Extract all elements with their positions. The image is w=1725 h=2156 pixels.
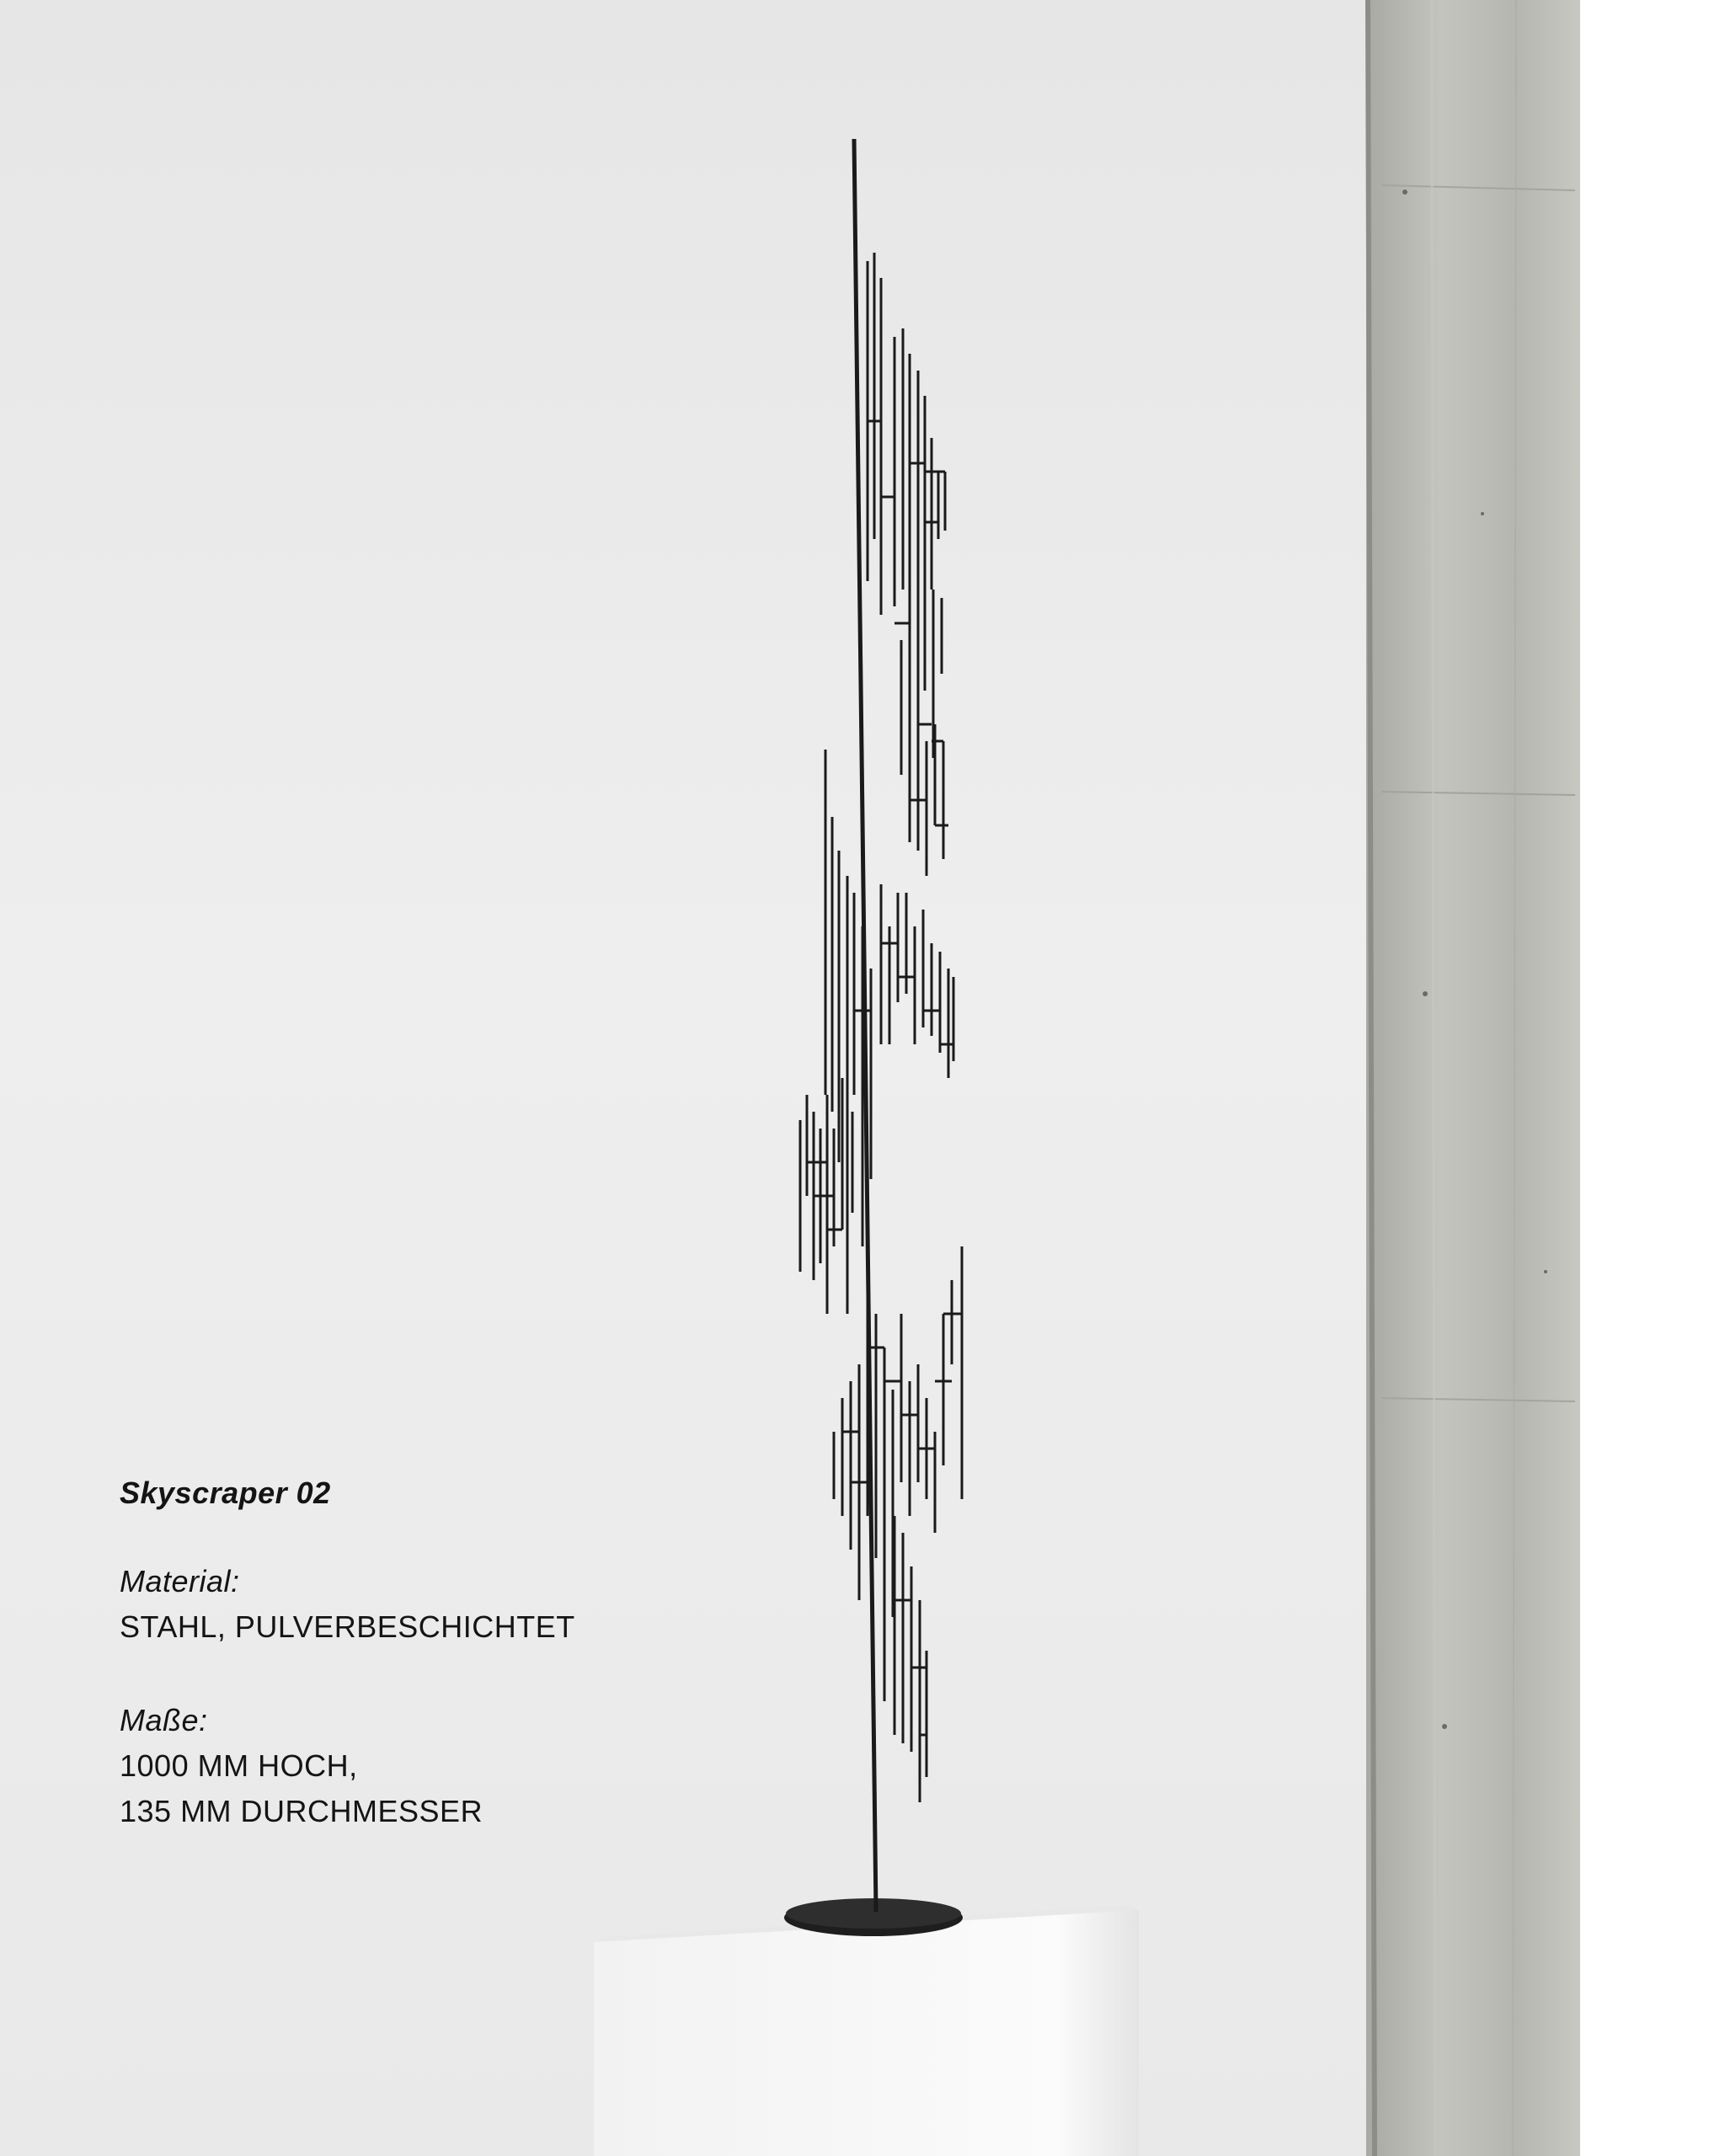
material-label: Material: bbox=[120, 1564, 240, 1598]
plinth bbox=[594, 1905, 1139, 2156]
dimensions-label: Maße: bbox=[120, 1703, 208, 1737]
artwork-title: Skyscraper 02 bbox=[120, 1476, 331, 1510]
concrete-pillar bbox=[1366, 0, 1580, 2156]
material-value: STAHL, PULVERBESCHICHTET bbox=[120, 1609, 575, 1644]
page-margin bbox=[1580, 0, 1725, 2156]
dimensions-height: 1000 MM HOCH, bbox=[120, 1748, 358, 1783]
dimensions-diameter: 135 MM DURCHMESSER bbox=[120, 1794, 483, 1828]
